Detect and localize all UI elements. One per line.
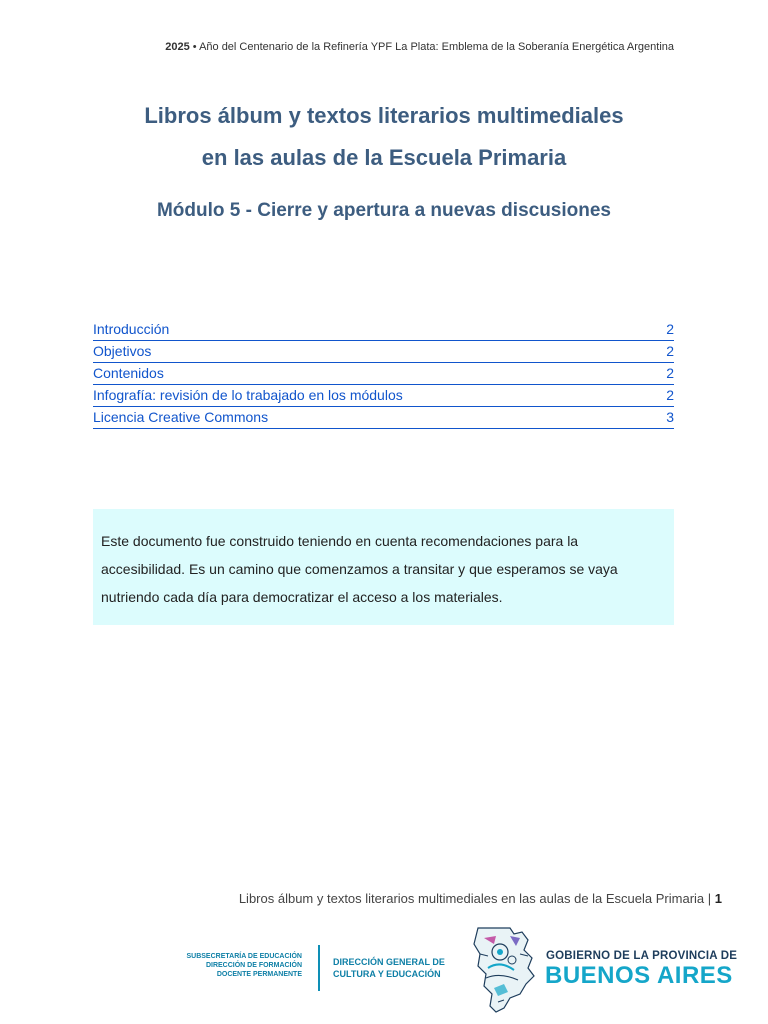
- toc-link-contenidos[interactable]: [93, 363, 674, 385]
- toc-link-infografia[interactable]: [93, 385, 674, 407]
- logo-divider: [318, 945, 320, 991]
- toc-entry-label: Licencia Creative Commons: [93, 409, 269, 425]
- header-year: 2025: [165, 41, 190, 53]
- logo-text: DIRECCIÓN DE FORMACIÓN: [205, 962, 302, 969]
- logo-text: DIRECCIÓN GENERAL DE: [333, 957, 445, 967]
- toc-entry-page: 2: [666, 321, 674, 337]
- toc-entry-page: 3: [666, 409, 674, 425]
- toc-entry-page: 2: [666, 343, 674, 359]
- direccion-general-logo: [333, 956, 445, 980]
- toc-link-licencia[interactable]: [93, 407, 674, 429]
- toc-entry-label: Contenidos: [93, 365, 164, 381]
- accessibility-note-line: accesibilidad. Es un camino que comenzamos a transitar y que esperamos se vaya: [101, 561, 618, 577]
- toc-link-objetivos[interactable]: [93, 341, 674, 363]
- province-emblem-icon: [470, 924, 538, 1014]
- module-title: Módulo 5 - Cierre y apertura a nuevas discusiones: [156, 200, 612, 221]
- toc-entry-page: 2: [666, 365, 674, 381]
- logo-text: SUBSECRETARÍA DE EDUCACIÓN: [186, 953, 302, 960]
- subsecretaria-logo: [160, 952, 302, 979]
- government-label: GOBIERNO DE LA PROVINCIA DE: [546, 950, 738, 962]
- document-title-line-1: Libros álbum y textos literarios multimediales: [144, 103, 624, 128]
- footer-title: Libros álbum y textos literarios multimediales en las aulas de la Escuela Primaria |: [238, 891, 712, 906]
- toc-link-introduccion[interactable]: [93, 319, 674, 341]
- logo-text: CULTURA Y EDUCACIÓN: [333, 969, 441, 979]
- table-of-contents: [93, 319, 674, 429]
- header-commemoration: [0, 41, 674, 53]
- logo-text: DOCENTE PERMANENTE: [216, 971, 302, 978]
- province-name: BUENOS AIRES: [545, 962, 733, 989]
- toc-entry-page: 2: [666, 387, 674, 403]
- toc-entry-label: Infografía: revisión de lo trabajado en los módulos: [93, 387, 403, 403]
- toc-entry-label: Objetivos: [93, 343, 152, 359]
- accessibility-note-line: Este documento fue construido teniendo en cuenta recomendaciones para la: [101, 533, 579, 549]
- document-title-line-2: en las aulas de la Escuela Primaria: [201, 145, 567, 170]
- page-footer: [0, 891, 722, 906]
- page-number: 1: [714, 891, 722, 906]
- accessibility-note-line: nutriendo cada día para democratizar el acceso a los materiales.: [101, 589, 503, 605]
- toc-entry-label: Introducción: [93, 321, 170, 337]
- accessibility-note: [93, 509, 674, 625]
- header-text: • Año del Centenario de la Refinería YPF La Plata: Emblema de la Soberanía Energética Argentina: [192, 41, 674, 53]
